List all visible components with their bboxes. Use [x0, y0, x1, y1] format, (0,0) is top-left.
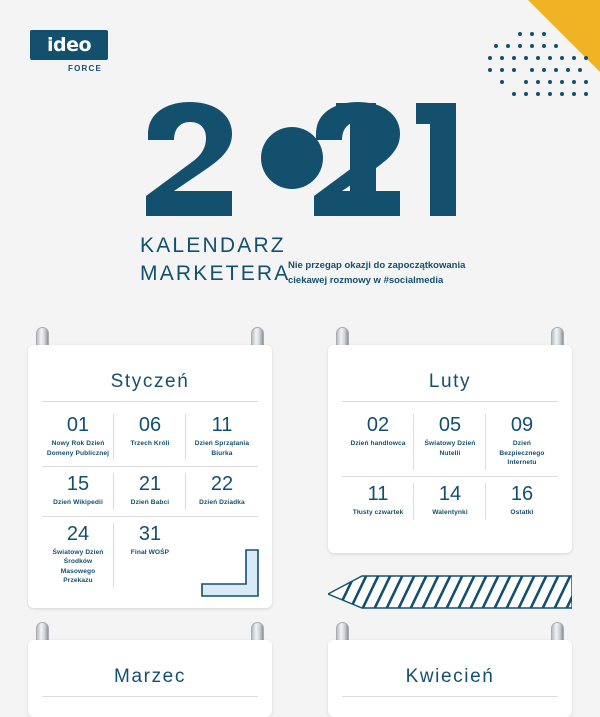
- day-label: Dzień Sprzątania Biurka: [194, 440, 250, 457]
- divider: [42, 401, 258, 402]
- day-label: Trzech Króli: [130, 440, 170, 447]
- day-number: 31: [138, 522, 162, 545]
- day-number: 21: [138, 473, 162, 496]
- day-label: Finał WOŚP: [130, 548, 170, 556]
- day-item[interactable]: [114, 467, 186, 516]
- month-card-styczen[interactable]: [28, 345, 272, 608]
- month-title: Marzec: [114, 665, 186, 687]
- day-number: 24: [66, 522, 90, 545]
- day-item[interactable]: [186, 408, 258, 466]
- day-item[interactable]: [186, 467, 258, 516]
- day-number: 16: [510, 482, 534, 505]
- year-2021-graphic: [140, 100, 460, 230]
- day-item[interactable]: [114, 517, 186, 594]
- month-column-kwiecien: [300, 640, 600, 717]
- month-column-luty: [300, 345, 600, 608]
- day-label: Dzień Wikipedii: [53, 499, 103, 507]
- hero-note-line1: Nie przegap okazji do zapoczątkowania: [288, 260, 466, 271]
- day-label: Dzień Bezpiecznego Internetu: [499, 440, 545, 467]
- corner-decoration: [480, 0, 600, 110]
- day-item[interactable]: [42, 517, 114, 594]
- day-number: 01: [66, 414, 90, 436]
- day-label: Walentynki: [432, 508, 468, 516]
- dot-pattern-icon: [486, 6, 594, 106]
- day-item[interactable]: [342, 477, 414, 526]
- day-label: Dzień Babci: [130, 499, 170, 507]
- hero-section: [0, 100, 600, 315]
- calendar-grid: [0, 345, 600, 717]
- month-title: Kwiecień: [405, 665, 495, 687]
- day-number: 09: [510, 414, 534, 436]
- day-item[interactable]: [42, 467, 114, 516]
- day-list: [342, 408, 558, 539]
- divider: [342, 401, 558, 402]
- hero-title-line2: MARKETERA: [140, 262, 291, 286]
- divider: [42, 696, 258, 697]
- month-card-marzec[interactable]: [28, 640, 272, 717]
- month-title: Luty: [428, 371, 472, 392]
- day-item[interactable]: [486, 477, 558, 526]
- day-number: 05: [438, 414, 462, 436]
- day-item[interactable]: [486, 408, 558, 476]
- day-label: Światowy Dzień Środków Masowego Przekazu: [52, 548, 104, 585]
- day-item[interactable]: [42, 408, 114, 466]
- spacer: [342, 525, 558, 539]
- day-label: Światowy Dzień Nutelli: [424, 440, 476, 457]
- hero-note-line2: ciekawej rozmowy w #socialmedia: [288, 275, 444, 287]
- day-label: Nowy Rok Dzień Domeny Publicznej: [46, 440, 110, 457]
- day-item[interactable]: [414, 477, 486, 526]
- corner-bracket-shape: [200, 546, 262, 598]
- month-column-marzec: [0, 640, 300, 717]
- month-card-kwiecien[interactable]: [328, 640, 572, 717]
- month-title: Styczeń: [110, 371, 190, 392]
- day-label: Dzień Dziadka: [199, 499, 245, 507]
- day-number: 06: [138, 414, 162, 436]
- day-label: Ostatki: [510, 508, 534, 516]
- hatched-arrow-shape: [328, 574, 572, 616]
- day-number: 22: [210, 473, 234, 496]
- month-card-luty[interactable]: [328, 345, 572, 553]
- day-label: Dzień handlowca: [350, 440, 406, 447]
- month-column-styczen: [0, 345, 300, 608]
- day-number: 14: [438, 482, 462, 505]
- day-number: 15: [66, 473, 90, 496]
- logo-text: ideo: [46, 33, 92, 56]
- logo-subtitle: FORCE: [68, 64, 102, 73]
- brand-logo: [30, 30, 126, 73]
- day-item[interactable]: [114, 408, 186, 466]
- day-number: 02: [366, 414, 390, 436]
- day-item[interactable]: [342, 408, 414, 476]
- divider: [342, 696, 558, 697]
- hero-title: [140, 232, 291, 289]
- hero-title-line1: KALENDARZ: [140, 234, 286, 257]
- day-label: Tłusty czwartek: [352, 508, 404, 516]
- day-item[interactable]: [414, 408, 486, 476]
- day-number: 11: [211, 414, 233, 436]
- day-number: 11: [367, 482, 389, 505]
- logo-badge: [30, 30, 108, 60]
- hero-note: [288, 258, 518, 288]
